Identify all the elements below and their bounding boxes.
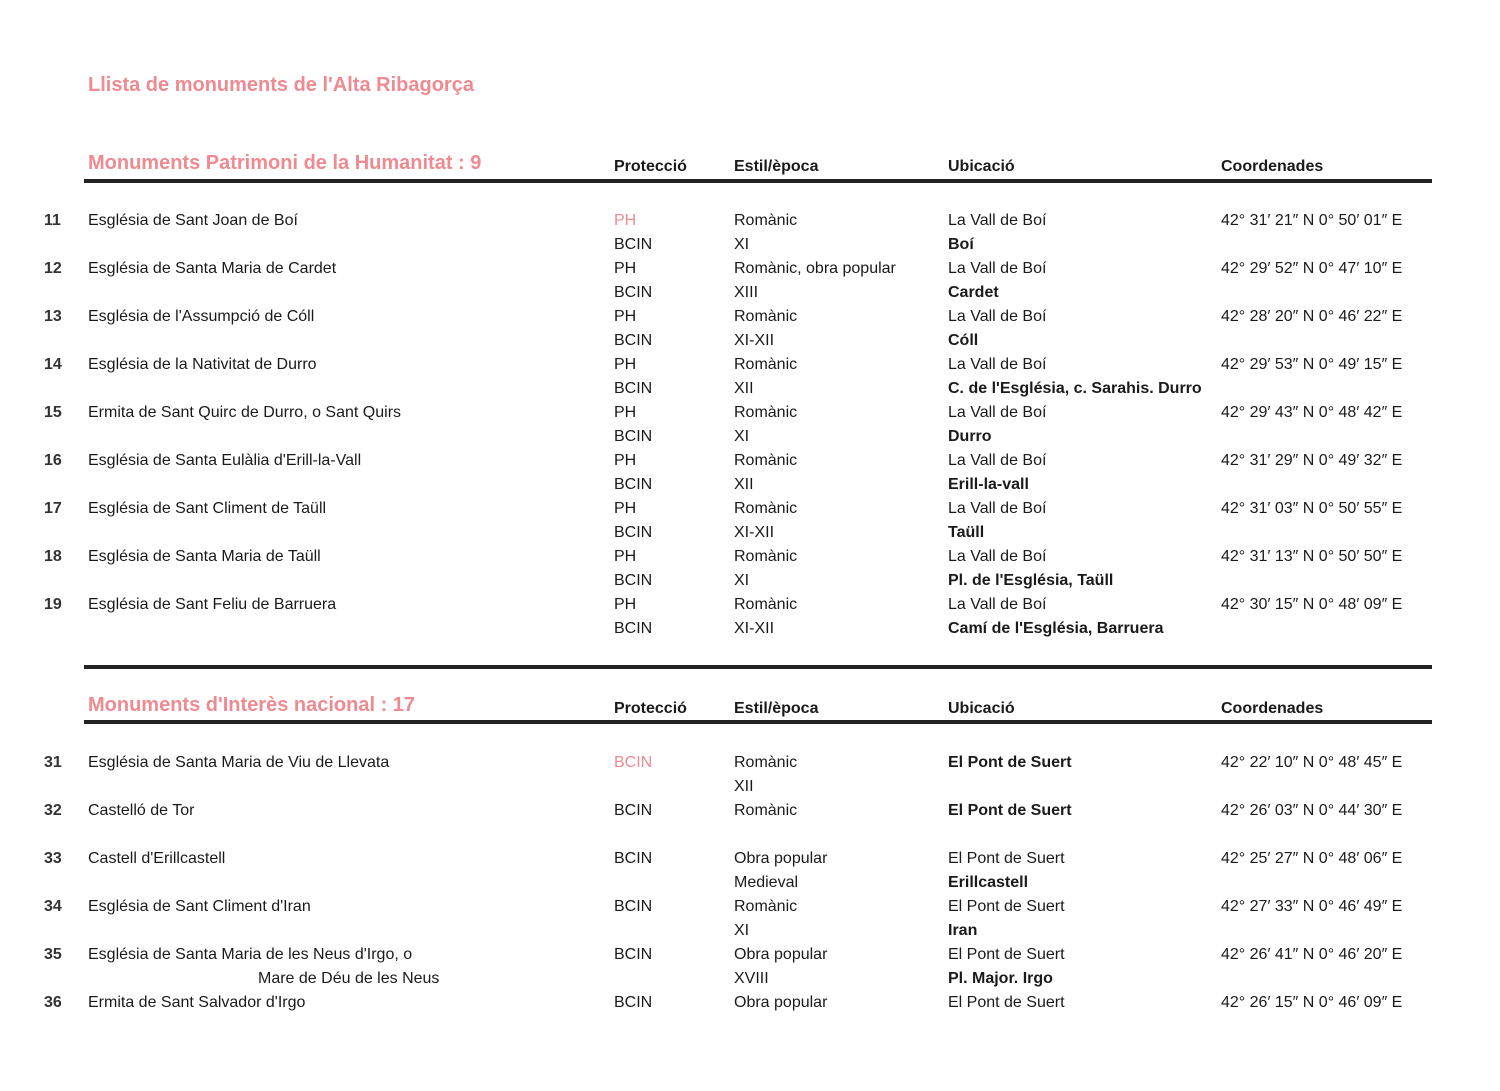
row-line: [0, 596, 1500, 620]
table-row: [0, 212, 1500, 260]
row-number: 34: [44, 898, 62, 915]
row-line: [0, 922, 1500, 946]
protection-status: BCIN: [614, 850, 653, 867]
row-line: [0, 874, 1500, 898]
style-cell: Romànic: [734, 308, 798, 325]
coordinates: 42° 31′ 13″ N 0° 50′ 50″ E: [1221, 548, 1403, 565]
monument-name: Església de l'Assumpció de Cóll: [88, 308, 315, 325]
style-cell: Romànic: [734, 898, 798, 915]
protection-status: PH: [614, 212, 637, 229]
style-cell: Romànic: [734, 212, 798, 229]
protection-status-secondary: BCIN: [614, 332, 653, 349]
style-cell: Obra popular: [734, 994, 828, 1011]
location-municipality: La Vall de Boí: [948, 260, 1047, 277]
location-place: Erillcastell: [948, 874, 1029, 891]
row-line: [0, 946, 1500, 970]
monument-name: Església de la Nativitat de Durro: [88, 356, 317, 373]
coordinates: 42° 26′ 03″ N 0° 44′ 30″ E: [1221, 802, 1403, 819]
coordinates: 42° 31′ 03″ N 0° 50′ 55″ E: [1221, 500, 1403, 517]
protection-status: PH: [614, 500, 637, 517]
location-place: Cóll: [948, 332, 979, 349]
protection-status: PH: [614, 260, 637, 277]
period-cell: XII: [734, 380, 754, 397]
column-header-coordenades: Coordenades: [1221, 158, 1324, 175]
location-municipality: El Pont de Suert: [948, 754, 1072, 771]
column-header-estil: Estil/època: [734, 700, 819, 717]
table-row: [0, 596, 1500, 644]
row-line: [0, 970, 1500, 994]
row-line: [0, 850, 1500, 874]
coordinates: 42° 29′ 43″ N 0° 48′ 42″ E: [1221, 404, 1403, 421]
monument-name: Església de Sant Feliu de Barruera: [88, 596, 337, 613]
period-cell: XI: [734, 428, 750, 445]
style-cell: Romànic: [734, 500, 798, 517]
column-header-estil: Estil/època: [734, 158, 819, 175]
monument-name: Església de Santa Eulàlia d'Erill-la-Vall: [88, 452, 362, 469]
row-line: [0, 994, 1500, 1018]
protection-status: BCIN: [614, 994, 653, 1011]
column-header-coordenades: Coordenades: [1221, 700, 1324, 717]
row-number: 17: [44, 500, 62, 517]
protection-status: BCIN: [614, 898, 653, 915]
row-line: [0, 452, 1500, 476]
period-cell: XII: [734, 778, 754, 795]
monument-name: Església de Sant Climent de Taüll: [88, 500, 327, 517]
location-place: Erill-la-vall: [948, 476, 1029, 493]
table-row: [0, 850, 1500, 898]
row-line: [0, 356, 1500, 380]
row-line: [0, 212, 1500, 236]
coordinates: 42° 28′ 20″ N 0° 46′ 22″ E: [1221, 308, 1403, 325]
location-municipality: La Vall de Boí: [948, 596, 1047, 613]
monument-name: Castelló de Tor: [88, 802, 195, 819]
protection-status-secondary: BCIN: [614, 428, 653, 445]
coordinates: 42° 26′ 15″ N 0° 46′ 09″ E: [1221, 994, 1403, 1011]
period-cell: XI-XII: [734, 620, 775, 637]
protection-status: BCIN: [614, 754, 653, 771]
style-cell: Romànic: [734, 596, 798, 613]
section-header: [0, 152, 1500, 182]
table-row: [0, 898, 1500, 946]
location-place: Iran: [948, 922, 978, 939]
row-number: 35: [44, 946, 62, 963]
style-cell: Romànic: [734, 802, 798, 819]
row-line: [0, 524, 1500, 548]
table-row: [0, 946, 1500, 994]
section-divider-rule: [84, 665, 1432, 669]
coordinates: 42° 30′ 15″ N 0° 48′ 09″ E: [1221, 596, 1403, 613]
protection-status-secondary: BCIN: [614, 572, 653, 589]
location-place: Taüll: [948, 524, 985, 541]
monument-name: Església de Santa Maria de Viu de Llevata: [88, 754, 390, 771]
period-cell: XI: [734, 922, 750, 939]
location-place: Pl. de l'Església, Taüll: [948, 572, 1114, 589]
section-world-heritage: [0, 152, 1500, 182]
coordinates: 42° 31′ 29″ N 0° 49′ 32″ E: [1221, 452, 1403, 469]
protection-status: PH: [614, 356, 637, 373]
protection-status-secondary: BCIN: [614, 284, 653, 301]
document-title: Llista de monuments de l'Alta Ribagorça: [88, 74, 474, 96]
location-municipality: La Vall de Boí: [948, 356, 1047, 373]
row-line: [0, 428, 1500, 452]
table-row: [0, 548, 1500, 596]
column-header-ubicacio: Ubicació: [948, 158, 1015, 175]
table-row: [0, 308, 1500, 356]
monument-name: Ermita de Sant Salvador d'Irgo: [88, 994, 306, 1011]
period-cell: XI-XII: [734, 332, 775, 349]
row-number: 32: [44, 802, 62, 819]
row-number: 11: [44, 212, 61, 229]
style-cell: Romànic: [734, 754, 798, 771]
row-number: 33: [44, 850, 62, 867]
table-row: [0, 452, 1500, 500]
row-line: [0, 260, 1500, 284]
row-number: 12: [44, 260, 62, 277]
row-number: 16: [44, 452, 62, 469]
header-rule: [84, 720, 1432, 724]
row-line: [0, 572, 1500, 596]
period-cell: XII: [734, 476, 754, 493]
table-row: [0, 260, 1500, 308]
location-municipality: La Vall de Boí: [948, 212, 1047, 229]
style-cell: Romànic: [734, 548, 798, 565]
period-cell: XVIII: [734, 970, 769, 987]
row-line: [0, 898, 1500, 922]
row-line: [0, 802, 1500, 826]
row-line: [0, 236, 1500, 260]
style-cell: Romànic: [734, 404, 798, 421]
row-line: [0, 332, 1500, 356]
row-number: 31: [44, 754, 62, 771]
coordinates: 42° 22′ 10″ N 0° 48′ 45″ E: [1221, 754, 1403, 771]
monument-name: Església de Santa Maria de Taüll: [88, 548, 321, 565]
table-row: [0, 500, 1500, 548]
period-cell: XI-XII: [734, 524, 775, 541]
header-rule: [84, 179, 1432, 183]
location-place: Cardet: [948, 284, 999, 301]
column-header-ubicacio: Ubicació: [948, 700, 1015, 717]
location-municipality: El Pont de Suert: [948, 898, 1065, 915]
row-line: [0, 476, 1500, 500]
row-line: [0, 284, 1500, 308]
table-row: [0, 802, 1500, 850]
protection-status: PH: [614, 404, 637, 421]
monument-name: Ermita de Sant Quirc de Durro, o Sant Quirs: [88, 404, 402, 421]
coordinates: 42° 29′ 53″ N 0° 49′ 15″ E: [1221, 356, 1403, 373]
protection-status: BCIN: [614, 946, 653, 963]
row-number: 15: [44, 404, 62, 421]
location-place: Camí de l'Església, Barruera: [948, 620, 1164, 637]
monument-name: Castell d'Erillcastell: [88, 850, 226, 867]
coordinates: 42° 25′ 27″ N 0° 48′ 06″ E: [1221, 850, 1403, 867]
protection-status: PH: [614, 452, 637, 469]
location-municipality: La Vall de Boí: [948, 452, 1047, 469]
row-line: [0, 754, 1500, 778]
column-header-proteccio: Protecció: [614, 700, 687, 717]
row-line: [0, 826, 1500, 850]
row-number: 18: [44, 548, 62, 565]
row-number: 36: [44, 994, 62, 1011]
location-municipality: La Vall de Boí: [948, 308, 1047, 325]
protection-status-secondary: BCIN: [614, 236, 653, 253]
period-cell: XI: [734, 236, 750, 253]
monument-name: Església de Santa Maria de Cardet: [88, 260, 337, 277]
row-line: [0, 500, 1500, 524]
monument-name-continuation: Mare de Déu de les Neus: [258, 970, 440, 987]
location-municipality: El Pont de Suert: [948, 994, 1065, 1011]
row-line: [0, 620, 1500, 644]
section-title: Monuments Patrimoni de la Humanitat : 9: [88, 152, 482, 174]
table-row: [0, 356, 1500, 404]
section-title: Monuments d'Interès nacional : 17: [88, 694, 416, 716]
coordinates: 42° 27′ 33″ N 0° 46′ 49″ E: [1221, 898, 1403, 915]
row-line: [0, 404, 1500, 428]
protection-status: BCIN: [614, 802, 653, 819]
protection-status: PH: [614, 308, 637, 325]
row-line: [0, 308, 1500, 332]
monument-name: Església de Sant Climent d'Iran: [88, 898, 311, 915]
location-place: Pl. Major. Irgo: [948, 970, 1053, 987]
period-cell: XIII: [734, 284, 759, 301]
protection-status: PH: [614, 548, 637, 565]
location-municipality: El Pont de Suert: [948, 850, 1065, 867]
protection-status-secondary: BCIN: [614, 476, 653, 493]
table-row: [0, 754, 1500, 802]
section-national-interest: [0, 694, 1500, 724]
location-municipality: El Pont de Suert: [948, 946, 1065, 963]
row-line: [0, 1018, 1500, 1042]
period-cell: Medieval: [734, 874, 799, 891]
style-cell: Romànic, obra popular: [734, 260, 896, 277]
location-place: Boí: [948, 236, 974, 253]
row-number: 13: [44, 308, 62, 325]
location-municipality: La Vall de Boí: [948, 548, 1047, 565]
style-cell: Obra popular: [734, 850, 828, 867]
row-line: [0, 380, 1500, 404]
location-municipality: La Vall de Boí: [948, 404, 1047, 421]
table-row: [0, 994, 1500, 1042]
style-cell: Obra popular: [734, 946, 828, 963]
style-cell: Romànic: [734, 356, 798, 373]
row-line: [0, 548, 1500, 572]
table-row: [0, 404, 1500, 452]
monument-name: Església de Sant Joan de Boí: [88, 212, 298, 229]
monument-name: Església de Santa Maria de les Neus d'Irgo, o: [88, 946, 413, 963]
protection-status-secondary: BCIN: [614, 380, 653, 397]
protection-status-secondary: BCIN: [614, 620, 653, 637]
location-place: C. de l'Església, c. Sarahis. Durro: [948, 380, 1202, 397]
period-cell: XI: [734, 572, 750, 589]
location-municipality: El Pont de Suert: [948, 802, 1072, 819]
protection-status: PH: [614, 596, 637, 613]
style-cell: Romànic: [734, 452, 798, 469]
row-number: 19: [44, 596, 62, 613]
coordinates: 42° 31′ 21″ N 0° 50′ 01″ E: [1221, 212, 1403, 229]
location-place: Durro: [948, 428, 992, 445]
row-number: 14: [44, 356, 62, 373]
row-line: [0, 778, 1500, 802]
coordinates: 42° 26′ 41″ N 0° 46′ 20″ E: [1221, 946, 1403, 963]
coordinates: 42° 29′ 52″ N 0° 47′ 10″ E: [1221, 260, 1403, 277]
protection-status-secondary: BCIN: [614, 524, 653, 541]
column-header-proteccio: Protecció: [614, 158, 687, 175]
location-municipality: La Vall de Boí: [948, 500, 1047, 517]
